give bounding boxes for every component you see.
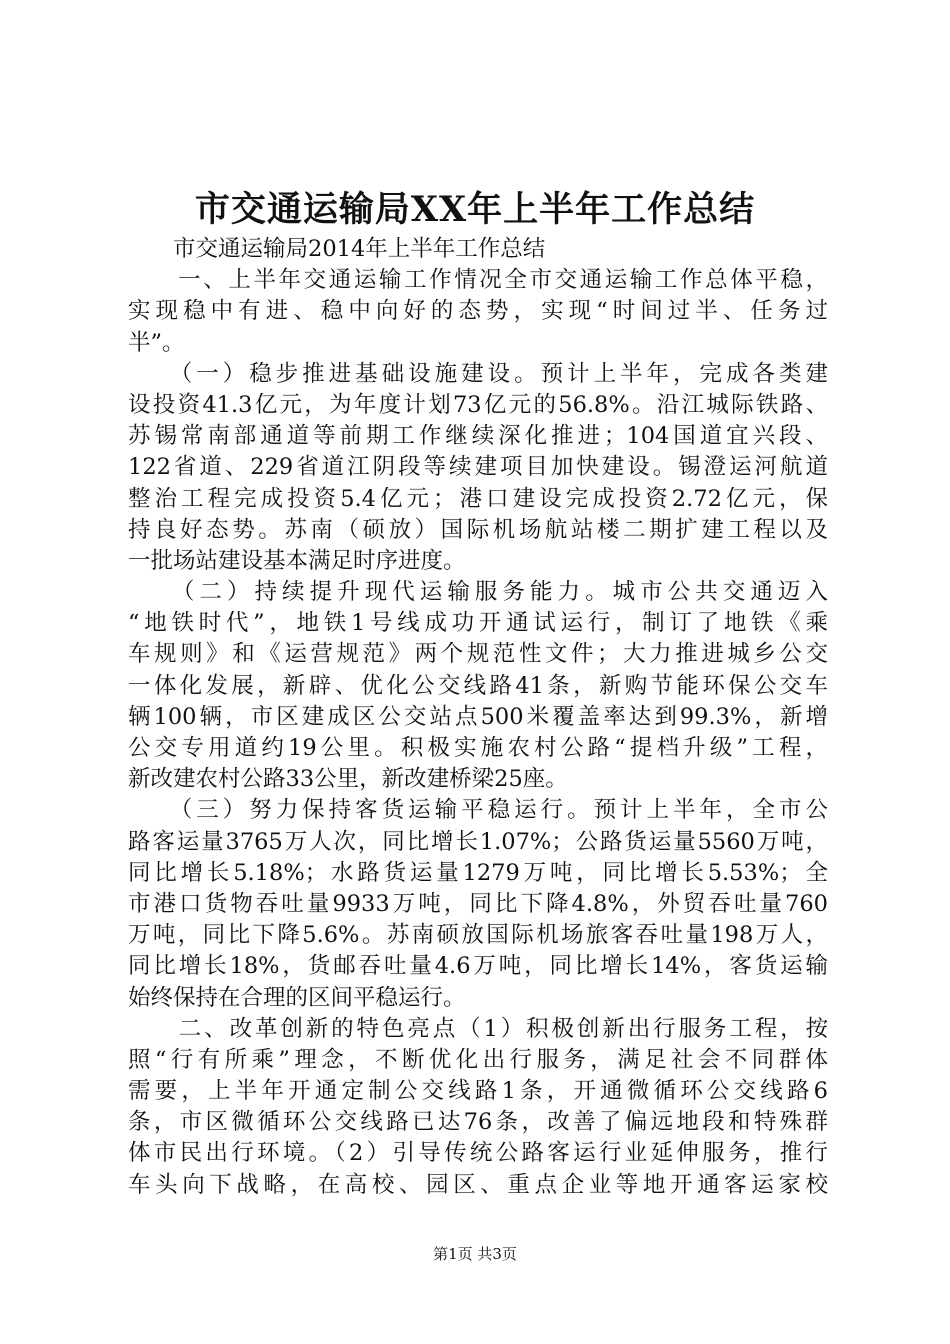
body-line: （三）努力保持客货运输平稳运行。预计上半年，全市公 [128,797,828,824]
body-line: 万吨，同比下降5.6%。苏南硕放国际机场旅客吞吐量198万人， [128,922,828,949]
body-line: 照“行有所乘”理念，不断优化出行服务，满足社会不同群体 [128,1046,828,1073]
body-line: 122省道、229省道江阴段等续建项目加快建设。锡澄运河航道 [128,454,828,481]
page-number-footer: 第1页 共3页 [433,1245,517,1263]
body-line: 半”。 [128,329,185,356]
body-line: 车规则》和《运营规范》两个规范性文件；大力推进城乡公交 [128,641,828,668]
body-line: 需要，上半年开通定制公交线路1条，开通微循环公交线路6 [128,1078,828,1105]
body-line: 辆100辆，市区建成区公交站点500米覆盖率达到99.3%，新增 [128,703,828,730]
body-line: 同比增长18%，货邮吞吐量4.6万吨，同比增长14%，客货运输 [128,953,828,980]
body-line: 一体化发展，新辟、优化公交线路41条，新购节能环保公交车 [128,672,828,699]
body-line: 苏锡常南部通道等前期工作继续深化推进；104国道宜兴段、 [128,423,828,450]
body-line: 始终保持在合理的区间平稳运行。 [128,984,466,1011]
body-line: 一、上半年交通运输工作情况全市交通运输工作总体平稳， [128,267,828,294]
body-line: 路客运量3765万人次，同比增长1.07%；公路货运量5560万吨， [128,828,828,855]
body-line: 市港口货物吞吐量9933万吨，同比下降4.8%，外贸吞吐量760 [128,890,828,917]
body-line: （一）稳步推进基础设施建设。预计上半年，完成各类建 [128,360,828,387]
body-line: 车头向下战略，在高校、园区、重点企业等地开通客运家校 [128,1171,828,1198]
body-line: 新改建农村公路33公里，新改建桥梁25座。 [128,766,568,793]
body-line: 一批场站建设基本满足时序进度。 [128,547,466,574]
body-line: 实现稳中有进、稳中向好的态势，实现“时间过半、任务过 [128,298,828,325]
body-line: 条，市区微循环公交线路已达76条，改善了偏远地段和特殊群 [128,1109,828,1136]
body-line: 二、改革创新的特色亮点（1）积极创新出行服务工程，按 [128,1015,828,1042]
body-line: “地铁时代”，地铁1号线成功开通试运行，制订了地铁《乘 [128,610,828,637]
body-line: 公交专用道约19公里。积极实施农村公路“提档升级”工程， [128,735,828,761]
body-line: 整治工程完成投资5.4亿元；港口建设完成投资2.72亿元，保 [128,485,828,512]
body-line: 体市民出行环境。（2）引导传统公路客运行业延伸服务，推行 [128,1140,828,1167]
body-line: （二）持续提升现代运输服务能力。城市公共交通迈入 [128,579,828,606]
body-line: 设投资41.3亿元，为年度计划73亿元的56.8%。沿江城际铁路、 [128,391,828,418]
body-line: 市交通运输局2014年上半年工作总结 [128,236,546,262]
body-line: 同比增长5.18%；水路货运量1279万吨，同比增长5.53%；全 [128,859,828,886]
document-title: 市交通运输局XX年上半年工作总结 [194,189,756,230]
document-body [128,234,828,1201]
body-line: 持良好态势。苏南（硕放）国际机场航站楼二期扩建工程以及 [128,516,828,543]
